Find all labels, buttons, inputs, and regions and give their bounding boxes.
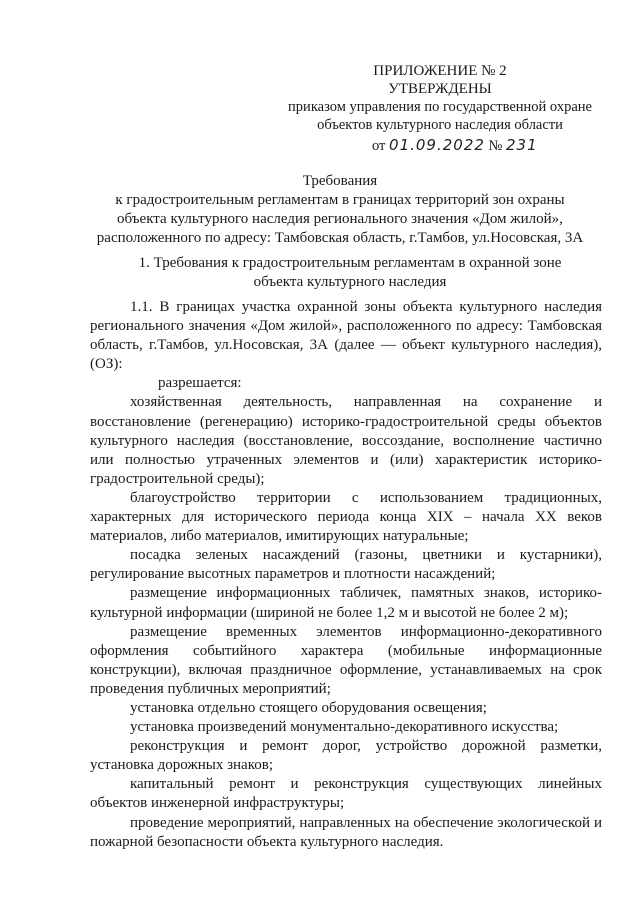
from-label: от	[372, 138, 386, 154]
handwritten-number: 231	[506, 136, 538, 154]
section-line-1: 1. Требования к градостроительным регламентам в охранной зоне	[138, 255, 562, 271]
order-line-2: объектов культурного наследия области	[317, 117, 563, 133]
title-line-2: объекта культурного наследия регионального значения «Дом жилой»,	[117, 211, 563, 227]
order-date-number	[372, 136, 592, 155]
paragraph: разрешается:	[158, 375, 242, 392]
paragraph: размещение временных элементов информационно-декоративного оформления событийного характера (мобильные информационные конструкции), включая праздничное оформление, устанавливаемых на срок проведения публичных мероприятий;	[90, 623, 602, 697]
title-line-3: расположенного по адресу: Тамбовская область, г.Тамбов, ул.Носовская, 3А	[96, 230, 584, 246]
document-title	[80, 172, 600, 248]
title-heading: Требования	[302, 173, 378, 189]
section-line-2: объекта культурного наследия	[253, 274, 447, 290]
section-heading	[100, 254, 600, 292]
title-line-1: к градостроительным регламентам в границах территорий зон охраны	[115, 192, 565, 208]
order-line-1: приказом управления по государственной охране	[288, 99, 592, 115]
paragraph: 1.1. В границах участка охранной зоны объекта культурного наследия регионального значения «Дом жилой», расположенного по адресу: Тамбовская область, г.Тамбов, ул.Носовская, 3А (далее — объект культурного наследия), (ОЗ):	[90, 299, 602, 373]
handwritten-date: 01.09.2022	[389, 136, 485, 154]
paragraph: хозяйственная деятельность, направленная на сохранение и восстановление (регенерацию) историко-градостроительной среды объектов культурного наследия (восстановление, воссоздание, восполнение частично или полностью утраченных элементов и (или) характеристик историко-градостроительной среды);	[90, 394, 602, 487]
paragraph: реконструкция и ремонт дорог, устройство дорожной разметки, установка дорожных знаков;	[90, 738, 602, 774]
paragraph: благоустройство территории с использованием традиционных, характерных для исторического периода конца XIX – начала XX веков материалов, либо материалов, имитирующих натуральные;	[90, 489, 602, 545]
paragraph: размещение информационных табличек, памятных знаков, историко-культурной информации (шириной не более 1,2 м и высотой не более 2 м);	[90, 585, 602, 621]
number-label: №	[488, 138, 503, 154]
document-body	[90, 298, 602, 852]
paragraph: установка отдельно стоящего оборудования освещения;	[130, 699, 487, 716]
paragraph: капитальный ремонт и реконструкция существующих линейных объектов инженерной инфраструктуры;	[90, 776, 602, 812]
paragraph: посадка зеленых насаждений (газоны, цветники и кустарники), регулирование высотных параметров и плотности насаждений;	[90, 547, 602, 583]
paragraph: установка произведений монументально-декоративного искусства;	[130, 719, 559, 736]
paragraph: проведение мероприятий, направленных на обеспечение экологической и пожарной безопасности объекта культурного наследия.	[90, 814, 602, 850]
appendix-label: ПРИЛОЖЕНИЕ № 2	[373, 63, 507, 79]
approved-label: УТВЕРЖДЕНЫ	[388, 81, 492, 97]
